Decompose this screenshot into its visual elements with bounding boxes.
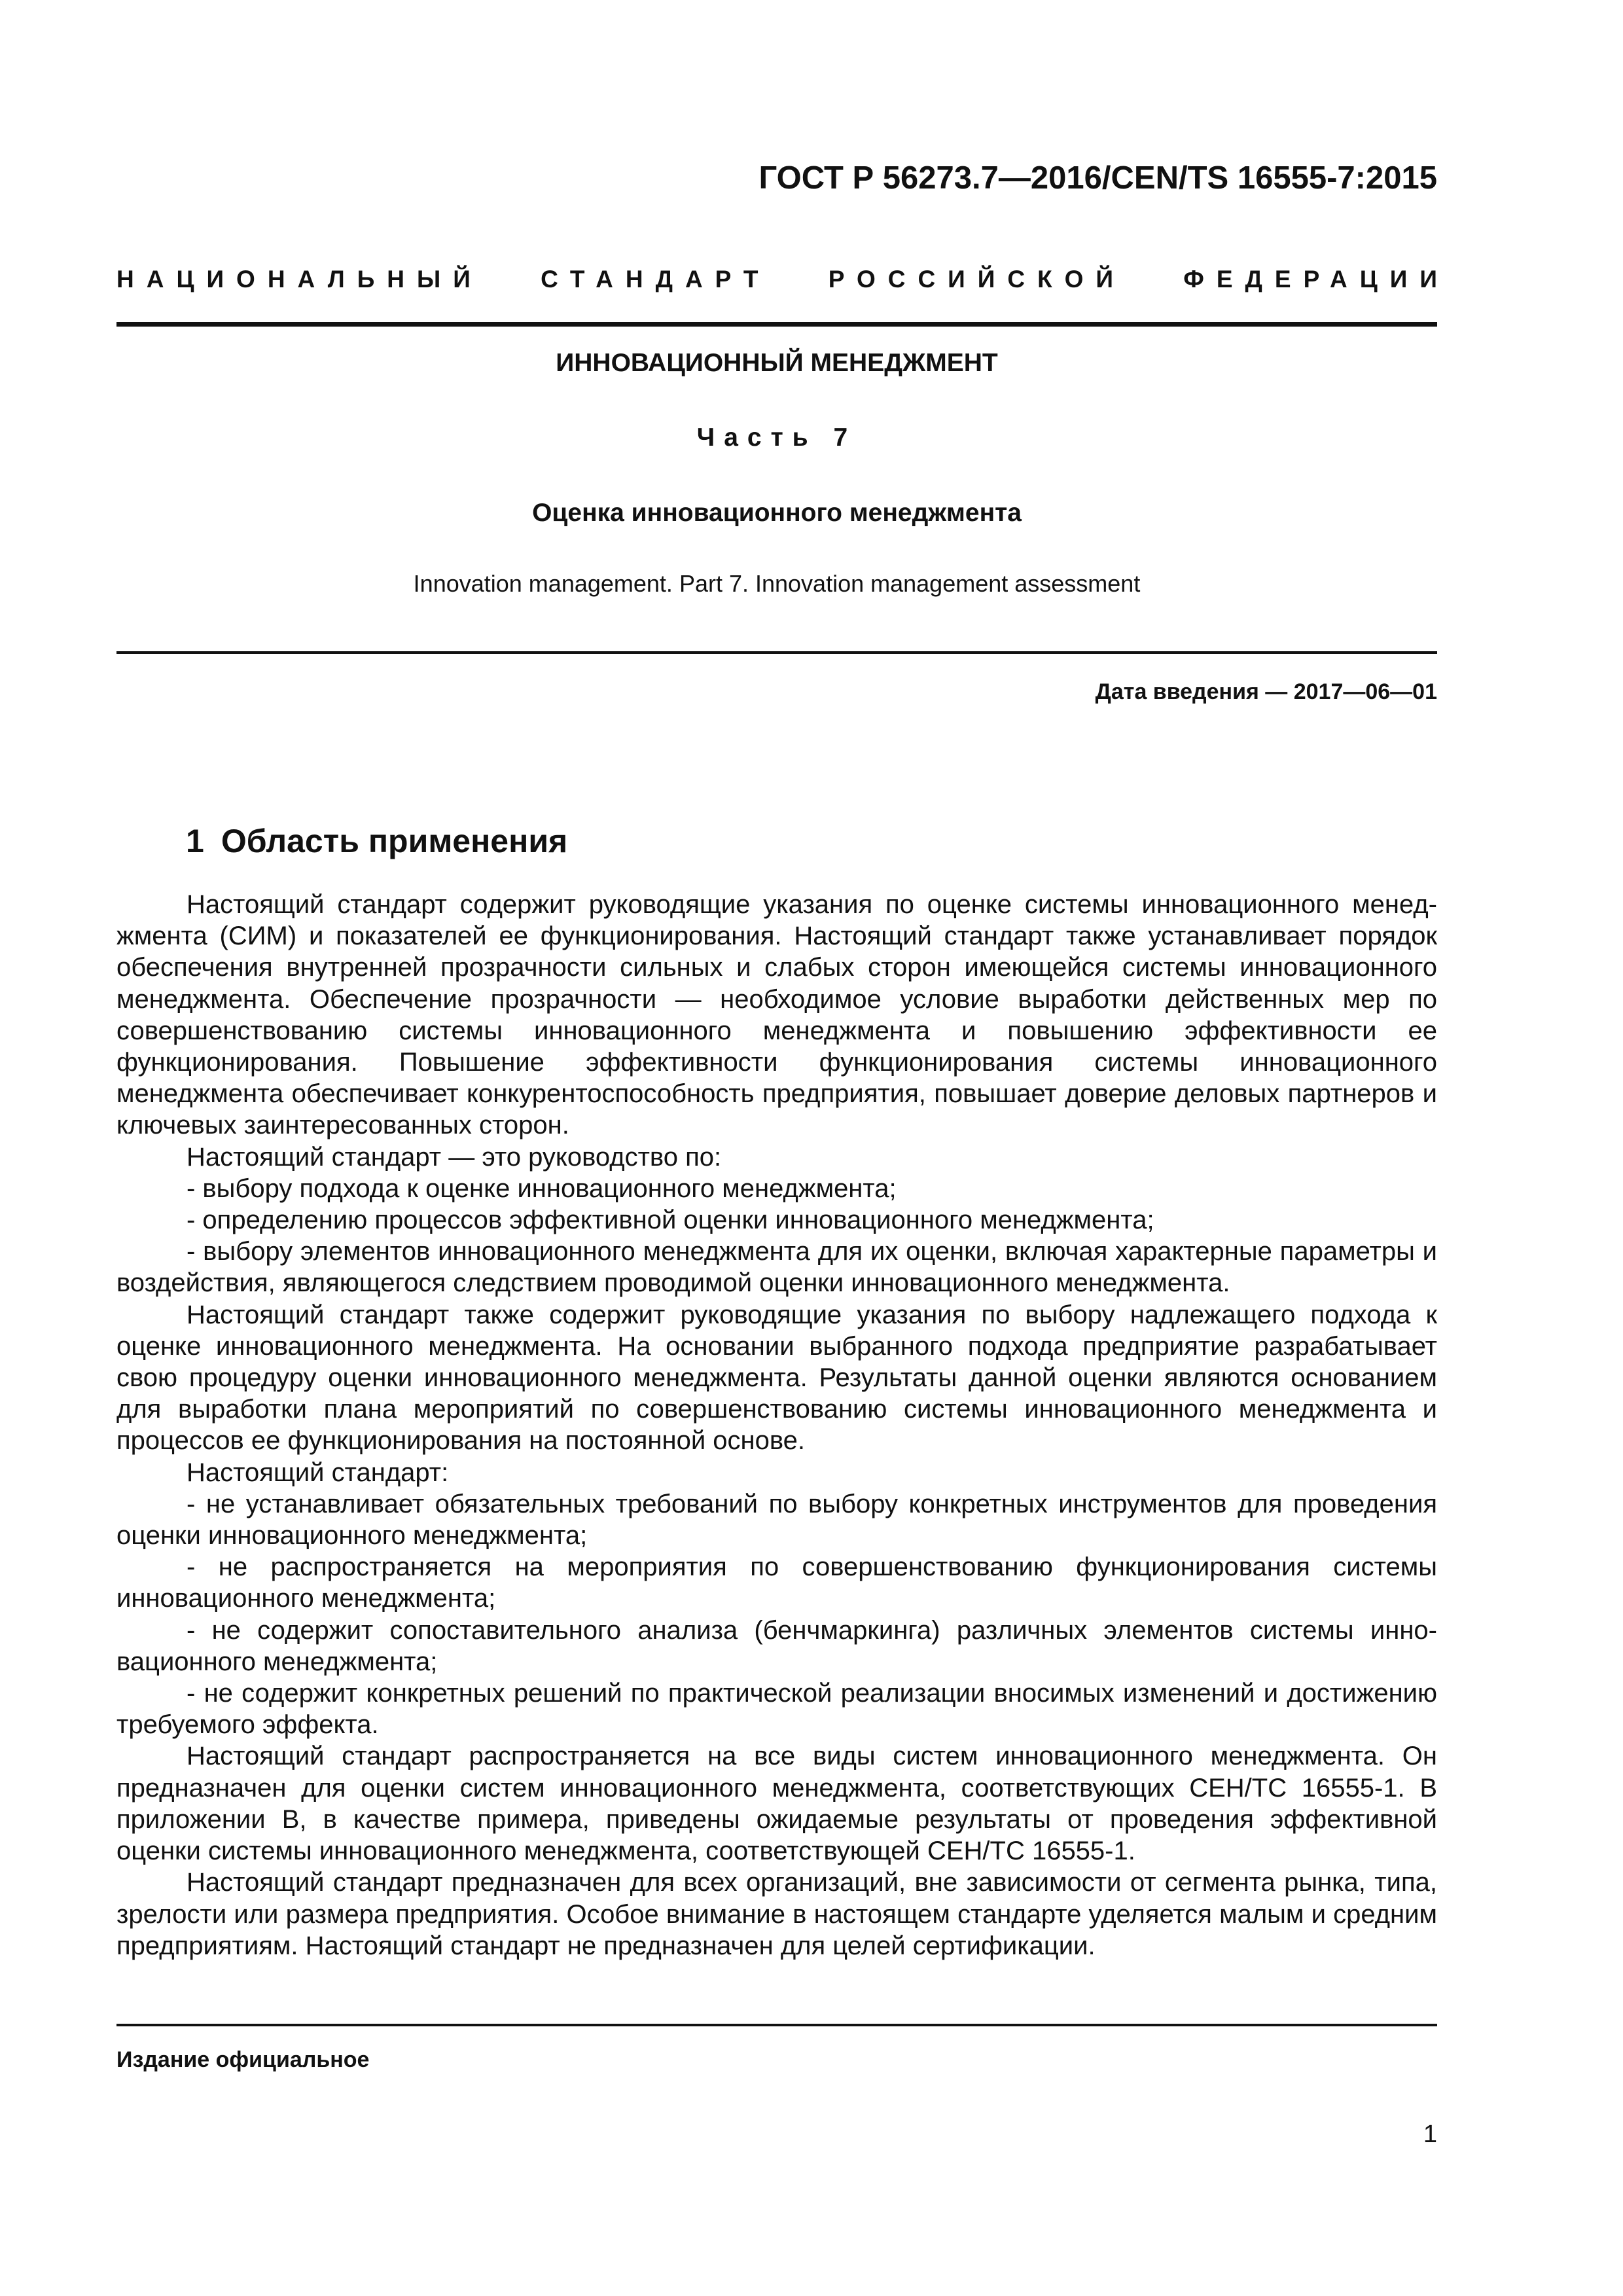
- banner-word: ФЕДЕРАЦИИ: [1183, 266, 1450, 293]
- paragraph: Настоящий стандарт предназначен для всех организаций, вне зависимости от сегмента рынка, типа, зрелости или размера предприятия. Особое внимание в настоящем стандарте уделяется малым и средним предприятиям. Настоящий стандарт не предназначен для целей сертификации.: [116, 1868, 1437, 1960]
- paragraph: Настоящий стандарт содержит руководящие указания по оценке системы инновационного менеджмента (СИМ) и показателей ее функционирования. Настоящий стандарт также устанавливает порядок обеспечения внутренней прозрачности сильных и слабых сторон имеющейся системы инновационного менеджмента. Обеспечение прозрачности — необходимое условие выработки действенных мер по совершенствованию системы инновационного менеджмента и повышению эффективности ее функционирования. Повышение эффективности функционирования системы инновационного менеджмента обеспечивает конкурентоспособность предприятия, повышает доверие деловых партнеров и ключевых заинтересованных сторон.: [116, 890, 1437, 1140]
- banner-word: РОССИЙСКОЙ: [828, 266, 1126, 293]
- list-item: - определению процессов эффективной оценки инновационного менеджмента;: [187, 1206, 1154, 1235]
- list-item: - выбору элементов инновационного менеджмента для их оценки, включая характерные параметры и воздействия, являющегося следствием проводимой оценки инновационного менеджмента.: [116, 1237, 1437, 1298]
- national-standard-banner: [116, 266, 1450, 293]
- paragraph: Настоящий стандарт также содержит руководящие указания по выбору надлежащего подхода к оценке инновационного менеджмента. На основании выбранного подхода предприятие разрабатывает свою процедуру оценки инновационного менеджмента. Результаты данной оценки являются основанием для выработки плана мероприятий по совершенствованию системы инновационного менеджмента и процессов ее функционирования на постоянной основе.: [116, 1300, 1437, 1456]
- page-number: 1: [1423, 2121, 1437, 2148]
- section-heading: [186, 822, 567, 860]
- paragraph: Настоящий стандарт распространяется на все виды систем инновационного менеджмента. Он предназначен для оценки систем инновационного менеджмента, соответствующих СЕН/ТС 16555-1. В приложении В, в качестве примера, приведены ожидаемые результаты от проведения эффективной оценки системы инновационного менеджмента, соответствующей СЕН/ТС 16555-1.: [116, 1742, 1437, 1866]
- list-item: - не распространяется на мероприятия по совершенствованию функционирования системы инновационного менеджмента;: [116, 1552, 1437, 1613]
- official-edition-label: Издание официальное: [116, 2047, 370, 2072]
- paragraph: Настоящий стандарт — это руководство по:: [187, 1142, 722, 1172]
- part-label: Часть 7: [696, 423, 857, 452]
- section-title: Область применения: [221, 823, 568, 859]
- header-divider: [116, 322, 1437, 327]
- list-item: - выбору подхода к оценке инновационного менеджмента;: [187, 1174, 897, 1203]
- introduction-date: Дата введения — 2017—06—01: [1095, 679, 1437, 704]
- list-item: - не содержит конкретных решений по практической реализации вносимых изменений и достижению требуемого эффекта.: [116, 1679, 1437, 1740]
- list-item: - не содержит сопоставительного анализа (бенчмаркинга) различных элементов системы инновационного менеджмента;: [116, 1615, 1437, 1676]
- title-divider: [116, 651, 1437, 654]
- paragraph: Настоящий стандарт:: [187, 1458, 449, 1487]
- section-body: [116, 889, 1437, 1962]
- banner-word: НАЦИОНАЛЬНЫЙ: [116, 266, 483, 293]
- english-title: Innovation management. Part 7. Innovation management assessment: [413, 570, 1141, 597]
- standard-code: ГОСТ Р 56273.7—2016/CEN/TS 16555-7:2015: [758, 160, 1437, 196]
- section-number: 1: [186, 823, 204, 859]
- banner-word: СТАНДАРТ: [541, 266, 771, 293]
- footer-divider: [116, 2024, 1437, 2026]
- document-title: ИННОВАЦИОННЫЙ МЕНЕДЖМЕНТ: [556, 349, 998, 377]
- list-item: - не устанавливает обязательных требований по выбору конкретных инструментов для проведения оценки инновационного менеджмента;: [116, 1489, 1437, 1551]
- document-subtitle: Оценка инновационного менеджмента: [532, 499, 1022, 527]
